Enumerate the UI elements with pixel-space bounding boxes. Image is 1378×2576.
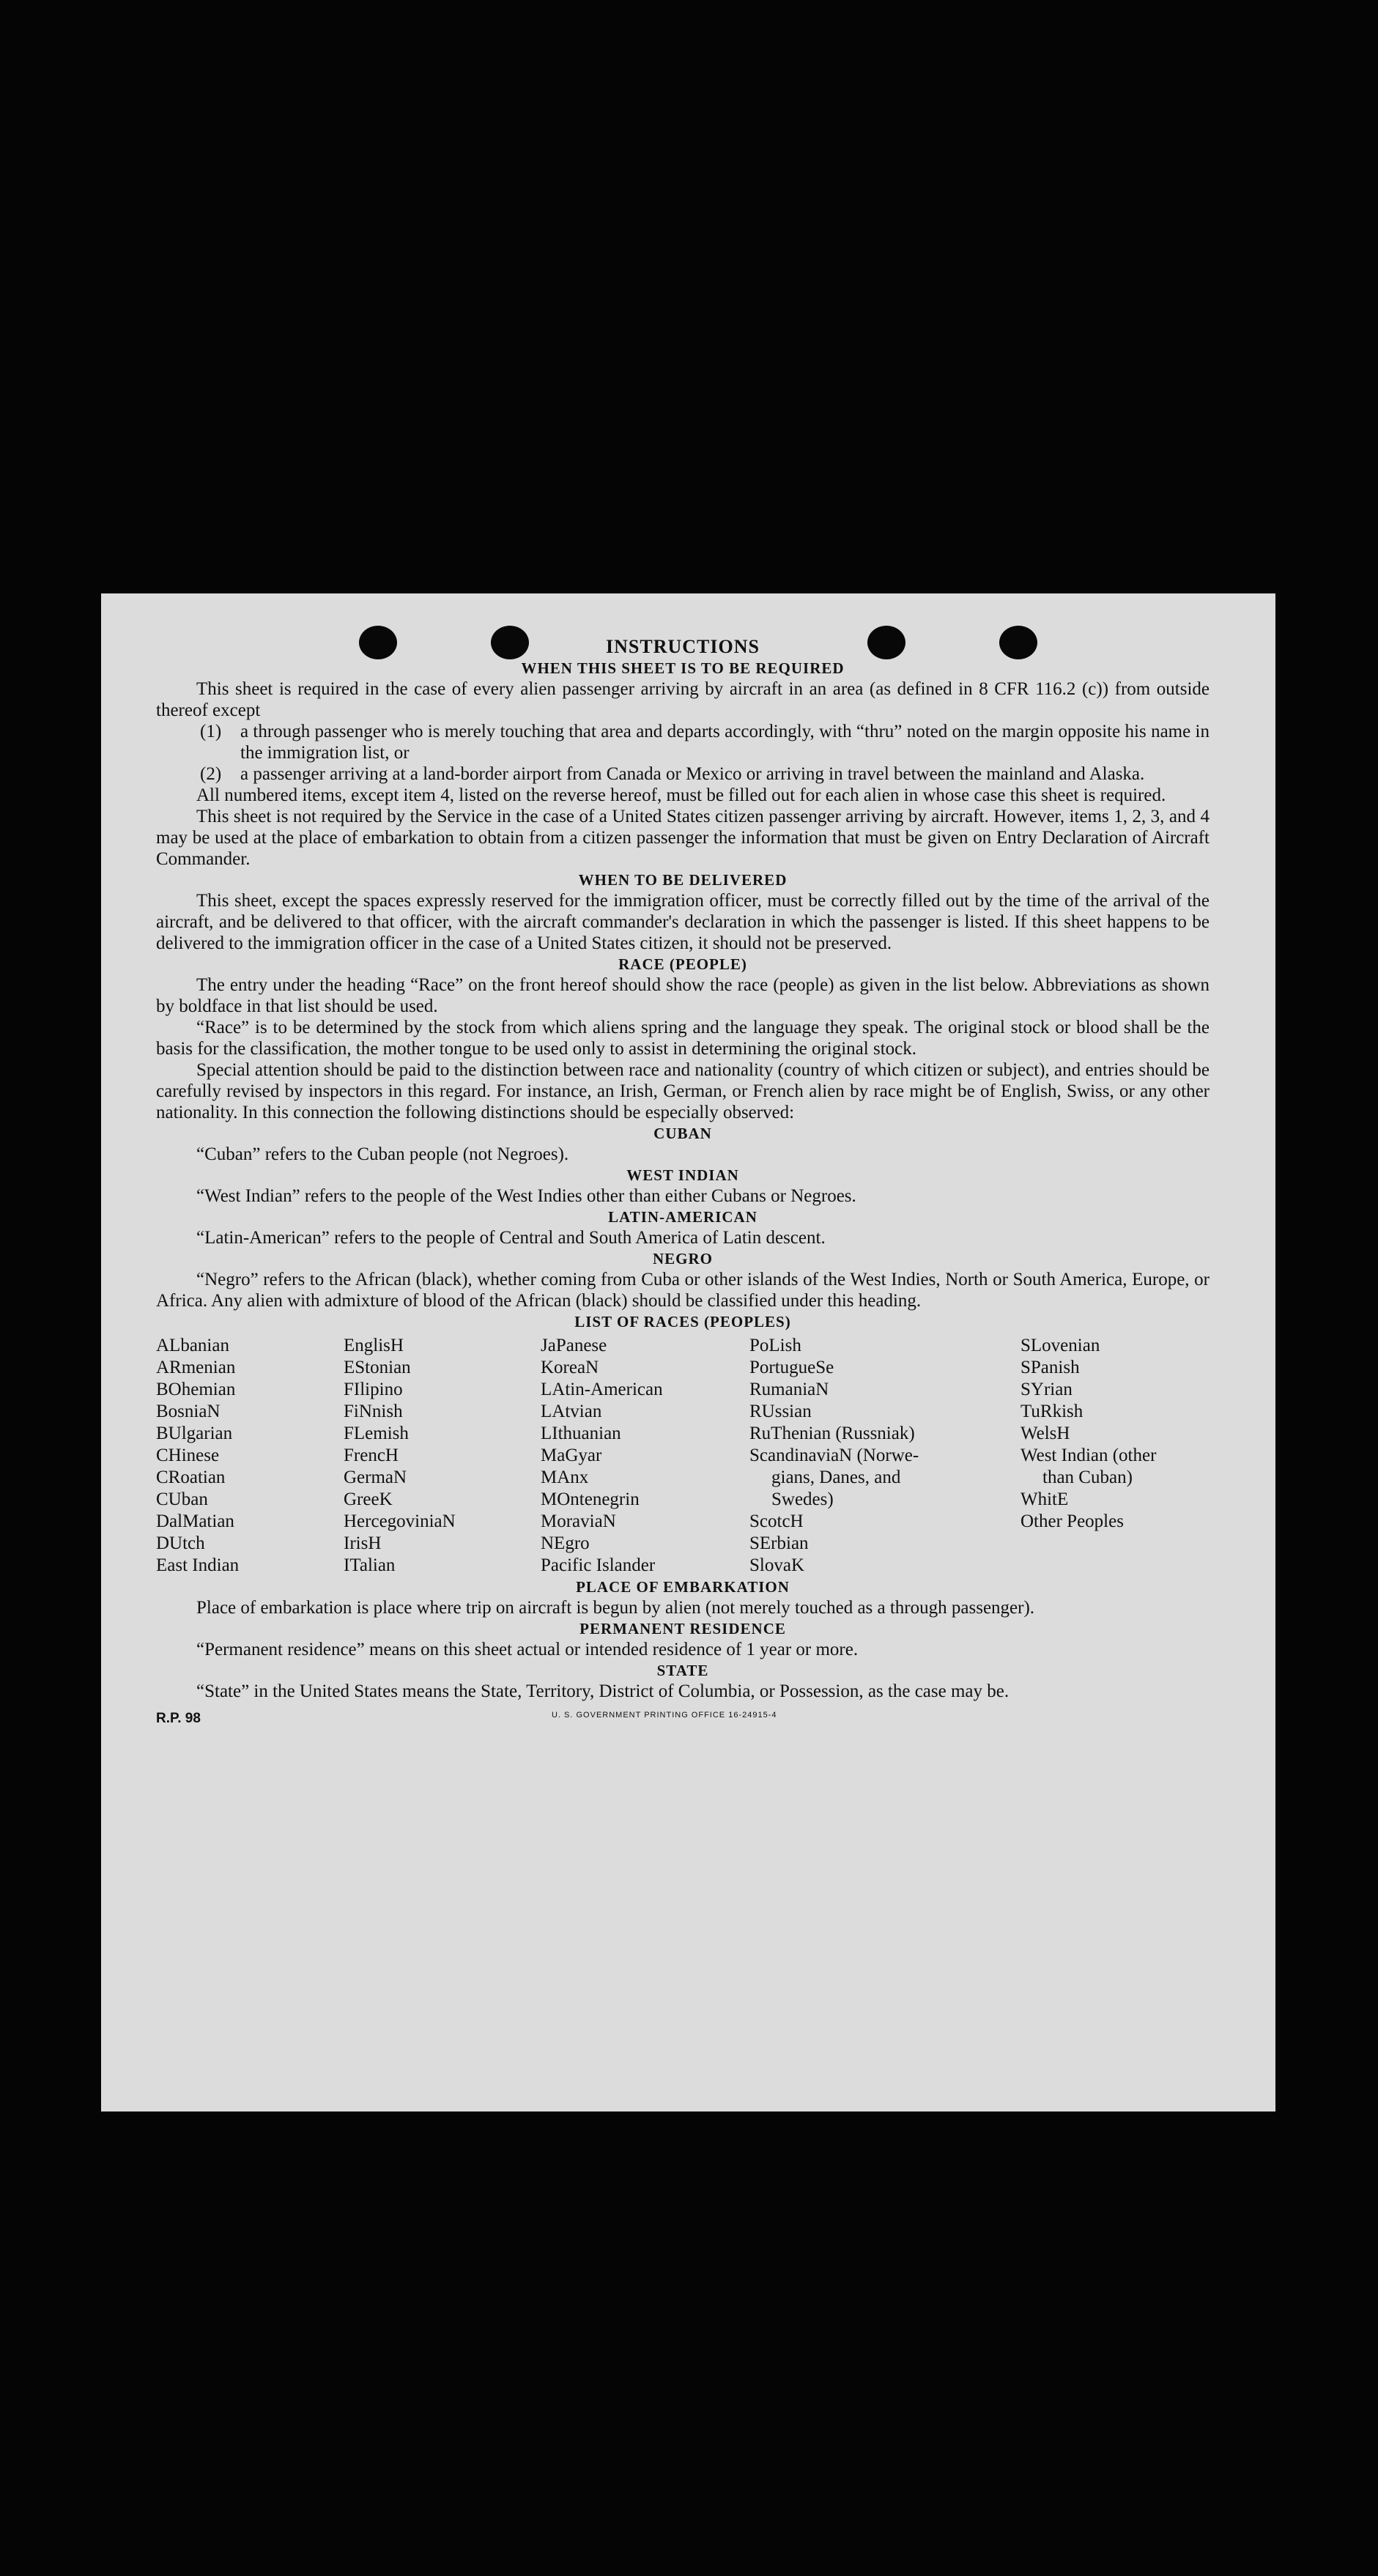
race-entry: ITalian	[344, 1555, 396, 1575]
race-entry: ARmenian	[156, 1358, 236, 1377]
race-entry: Swedes)	[771, 1489, 834, 1509]
section-heading-when-delivered: WHEN TO BE DELIVERED	[578, 871, 788, 889]
race-entry: EStonian	[344, 1358, 411, 1377]
race-entry: than Cuban)	[1042, 1467, 1133, 1487]
races-column	[749, 1335, 1020, 1577]
document-page	[101, 593, 1275, 2111]
paragraph: “Negro” refers to the African (black), whether coming from Cuba or other islands of the West Indies, North or South America, Europe, or Africa. Any alien with admixture of blood of the African (black) should be classified under this heading.	[156, 1270, 1210, 1311]
race-entry: MAnx	[541, 1467, 589, 1487]
race-entry: DUtch	[156, 1533, 205, 1553]
punch-hole	[359, 626, 397, 659]
race-entry: SYrian	[1020, 1380, 1073, 1399]
paragraph: This sheet is required in the case of every alien passenger arriving by aircraft in an area (as defined in 8 CFR 116.2 (c)) from outside thereof except	[156, 679, 1210, 720]
section-heading-state: STATE	[656, 1662, 709, 1679]
paragraph: Place of embarkation is place where trip on aircraft is begun by alien (not merely touched as a through passenger).	[196, 1598, 1035, 1618]
form-number: R.P. 98	[156, 1711, 201, 1726]
paragraph: “Latin-American” refers to the people of Central and South America of Latin descent.	[196, 1228, 826, 1248]
race-entry: BUlgarian	[156, 1424, 233, 1443]
section-heading-race: RACE (PEOPLE)	[618, 955, 747, 973]
section-heading-latin-american: LATIN-AMERICAN	[608, 1208, 757, 1226]
race-entry: RumaniaN	[749, 1380, 829, 1399]
race-entry: FrencH	[344, 1446, 399, 1465]
document-title: INSTRUCTIONS	[606, 636, 760, 657]
punch-hole	[867, 626, 905, 659]
races-group	[1020, 1335, 1218, 1467]
race-entry: BosniaN	[156, 1402, 221, 1421]
race-entry: LAtvian	[541, 1402, 602, 1421]
item-text: a through passenger who is merely touching that area and departs accordingly, with “thru” noted on the margin opposite his name in the immigration list, or	[240, 722, 1210, 763]
races-group	[749, 1467, 1020, 1511]
section-heading-cuban: CUBAN	[653, 1125, 712, 1142]
paragraph: All numbered items, except item 4, listed on the reverse hereof, must be filled out for each alien in whose case this sheet is required.	[196, 785, 1166, 805]
race-entry: gians, Danes, and	[771, 1467, 901, 1487]
paragraph: “Race” is to be determined by the stock from which aliens spring and the language they speak. The original stock or blood shall be the basis for the classification, the mother tongue to be used only to assist in determining the original stock.	[156, 1018, 1210, 1059]
list-item	[156, 763, 1210, 785]
race-entry: BOhemian	[156, 1380, 236, 1399]
section-heading-residence: PERMANENT RESIDENCE	[579, 1620, 786, 1637]
punch-hole	[999, 626, 1037, 659]
race-entry: GermaN	[344, 1467, 407, 1487]
race-entry: NEgro	[541, 1533, 590, 1553]
punch-hole	[491, 626, 529, 659]
paragraph: Special attention should be paid to the distinction between race and nationality (country of which citizen or subject), and entries should be carefully revised by inspectors in this regard. For instance, an Irish, German, or French alien by race might be of English, Swiss, or any other nationality. In this connection the following distinctions should be especially observed:	[156, 1060, 1210, 1122]
paragraph: This sheet, except the spaces expressly reserved for the immigration officer, must be correctly filled out by the time of the arrival of the aircraft, and be delivered to that officer, with the aircraft commander's declaration in which the passenger is listed. If this sheet happens to be delivered to the immigration officer in the case of a United States citizen, it should not be preserved.	[156, 891, 1210, 953]
race-entry: HercegoviniaN	[344, 1511, 456, 1531]
race-entry: TuRkish	[1020, 1402, 1083, 1421]
race-entry: Other Peoples	[1020, 1511, 1124, 1531]
race-entry: JaPanese	[541, 1336, 607, 1355]
paragraph: “West Indian” refers to the people of the West Indies other than either Cubans or Negroes.	[196, 1186, 856, 1206]
race-entry: ScandinaviaN (Norwe-	[749, 1446, 919, 1465]
race-entry: RUssian	[749, 1402, 812, 1421]
race-entry: WhitE	[1020, 1489, 1069, 1509]
races-group	[1020, 1467, 1218, 1489]
printer-imprint: U. S. GOVERNMENT PRINTING OFFICE 16-24915-4	[552, 1711, 777, 1720]
races-column	[1020, 1335, 1218, 1577]
races-list	[156, 1335, 1210, 1577]
race-entry: CRoatian	[156, 1467, 226, 1487]
race-entry: FIlipino	[344, 1380, 403, 1399]
race-entry: GreeK	[344, 1489, 393, 1509]
races-column	[344, 1335, 541, 1577]
race-entry: CHinese	[156, 1446, 220, 1465]
section-heading-negro: NEGRO	[652, 1250, 713, 1267]
race-entry: EnglisH	[344, 1336, 404, 1355]
paragraph: This sheet is not required by the Service in the case of a United States citizen passenger arriving by aircraft. However, items 1, 2, 3, and 4 may be used at the place of embarkation to obtain from a citizen passenger the information that must be given on Entry Declaration of Aircraft Commander.	[156, 807, 1210, 869]
item-number: (1)	[200, 722, 222, 741]
races-group	[749, 1335, 1020, 1467]
paragraph: “State” in the United States means the State, Territory, District of Columbia, or Possession, as the case may be.	[196, 1681, 1010, 1701]
race-entry: SlovaK	[749, 1555, 804, 1575]
race-entry: ALbanian	[156, 1336, 229, 1355]
item-text: a passenger arriving at a land-border airport from Canada or Mexico or arriving in travel between the mainland and Alaska.	[240, 764, 1145, 784]
race-entry: SPanish	[1020, 1358, 1080, 1377]
item-number: (2)	[200, 764, 222, 784]
race-entry: ScotcH	[749, 1511, 804, 1531]
race-entry: IrisH	[344, 1533, 382, 1553]
section-heading-west-indian: WEST INDIAN	[626, 1166, 739, 1184]
race-entry: East Indian	[156, 1555, 240, 1575]
race-entry: KoreaN	[541, 1358, 599, 1377]
races-column	[156, 1335, 344, 1577]
section-heading-embarkation: PLACE OF EMBARKATION	[576, 1578, 790, 1596]
races-group	[1020, 1489, 1218, 1533]
race-entry: CUban	[156, 1489, 208, 1509]
race-entry: LAtin-American	[541, 1380, 663, 1399]
race-entry: SErbian	[749, 1533, 809, 1553]
race-entry: LIthuanian	[541, 1424, 621, 1443]
section-heading-when-required: WHEN THIS SHEET IS TO BE REQUIRED	[521, 659, 845, 677]
page-footer	[156, 1706, 1210, 1736]
race-entry: Pacific Islander	[541, 1555, 656, 1575]
race-entry: PoLish	[749, 1336, 801, 1355]
paragraph: “Permanent residence” means on this sheet actual or intended residence of 1 year or more.	[196, 1640, 859, 1659]
races-group	[749, 1511, 1020, 1577]
race-entry: MOntenegrin	[541, 1489, 640, 1509]
race-entry: WelsH	[1020, 1424, 1070, 1443]
section-heading-races-list: LIST OF RACES (PEOPLES)	[574, 1313, 791, 1330]
race-entry: FiNnish	[344, 1402, 403, 1421]
races-column	[541, 1335, 749, 1577]
race-entry: DalMatian	[156, 1511, 234, 1531]
list-item	[156, 721, 1210, 763]
race-entry: West Indian (other	[1020, 1446, 1157, 1465]
race-entry: MoraviaN	[541, 1511, 616, 1531]
race-entry: PortugueSe	[749, 1358, 834, 1377]
race-entry: MaGyar	[541, 1446, 602, 1465]
race-entry: SLovenian	[1020, 1336, 1100, 1355]
paragraph: “Cuban” refers to the Cuban people (not Negroes).	[196, 1144, 569, 1164]
race-entry: RuThenian (Russniak)	[749, 1424, 915, 1443]
race-entry: FLemish	[344, 1424, 409, 1443]
paragraph: The entry under the heading “Race” on the front hereof should show the race (people) as given in the list below. Abbreviations as shown by boldface in that list should be used.	[156, 975, 1210, 1016]
